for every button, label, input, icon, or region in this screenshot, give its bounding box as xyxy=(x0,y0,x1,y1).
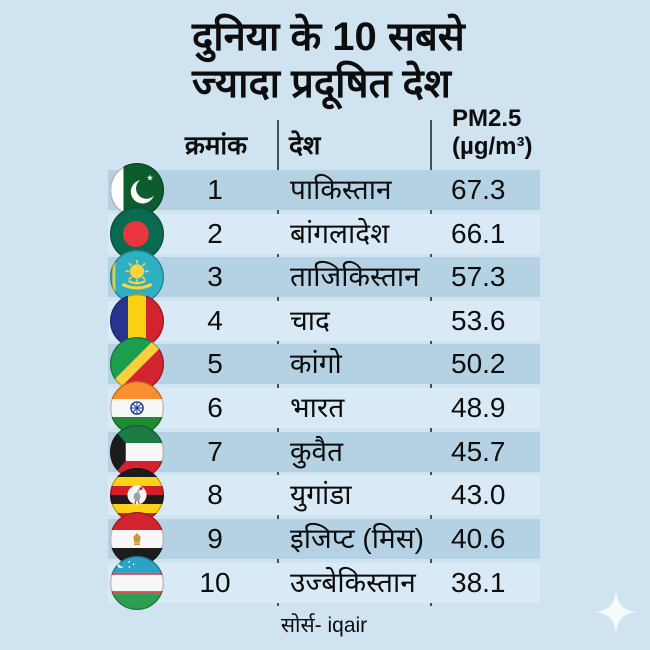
pm25-cell: 40.6 xyxy=(451,523,506,554)
page-title xyxy=(192,14,465,108)
pm25-cell: 66.1 xyxy=(451,218,506,249)
country-cell: ताजिकिस्तान xyxy=(290,261,420,292)
table-row xyxy=(108,214,540,254)
table-row xyxy=(108,563,540,603)
page-title-line2: ज्यादा प्रदूषित देश xyxy=(192,62,451,106)
country-cell: उज्बेकिस्तान xyxy=(290,567,416,598)
pm25-cell: 67.3 xyxy=(451,174,506,205)
pm25-cell: 38.1 xyxy=(451,567,506,598)
table-row xyxy=(108,432,540,472)
country-cell: बांगलादेश xyxy=(290,218,390,249)
rank-cell: 2 xyxy=(207,218,223,249)
rank-cell: 7 xyxy=(207,436,223,467)
rank-cell: 8 xyxy=(207,479,223,510)
table-row xyxy=(108,257,540,297)
rank-cell: 10 xyxy=(199,567,231,598)
rank-cell: 5 xyxy=(207,348,223,379)
table-row xyxy=(108,388,540,428)
pm25-cell: 50.2 xyxy=(451,348,506,379)
column-header-country: देश xyxy=(289,130,321,160)
pm25-cell: 48.9 xyxy=(451,392,506,423)
country-cell: पाकिस्तान xyxy=(290,174,392,205)
country-cell: कुवैत xyxy=(290,436,344,467)
country-cell: युगांडा xyxy=(290,479,352,510)
sparkle-icon xyxy=(594,590,638,634)
country-cell: इजिप्ट (मिस) xyxy=(290,523,425,554)
rank-cell: 6 xyxy=(207,392,223,423)
source-credit: सोर्स- iqair xyxy=(280,614,368,637)
pm25-cell: 57.3 xyxy=(451,261,506,292)
rank-cell: 3 xyxy=(207,261,223,292)
pm25-cell: 45.7 xyxy=(451,436,506,467)
table-row xyxy=(108,170,540,210)
rank-cell: 1 xyxy=(207,174,223,205)
table-row xyxy=(108,475,540,515)
country-cell: भारत xyxy=(290,392,345,423)
table-row xyxy=(108,301,540,341)
rank-cell: 9 xyxy=(207,523,223,554)
pm25-cell: 43.0 xyxy=(451,479,506,510)
table-row xyxy=(108,519,540,559)
country-cell: चाद xyxy=(290,305,330,336)
column-header-rank: क्रमांक xyxy=(184,130,248,160)
uzbekistan-flag-icon xyxy=(110,556,164,610)
pm25-cell: 53.6 xyxy=(451,305,506,336)
table-row xyxy=(108,344,540,384)
page-title-line1: दुनिया के 10 सबसे xyxy=(192,15,465,59)
column-header-pm25-line1: PM2.5 xyxy=(452,105,522,132)
column-header-pm25 xyxy=(452,105,532,161)
column-header-pm25-line2: (µg/m³) xyxy=(452,133,533,160)
rank-cell: 4 xyxy=(207,305,223,336)
country-cell: कांगो xyxy=(290,348,342,379)
